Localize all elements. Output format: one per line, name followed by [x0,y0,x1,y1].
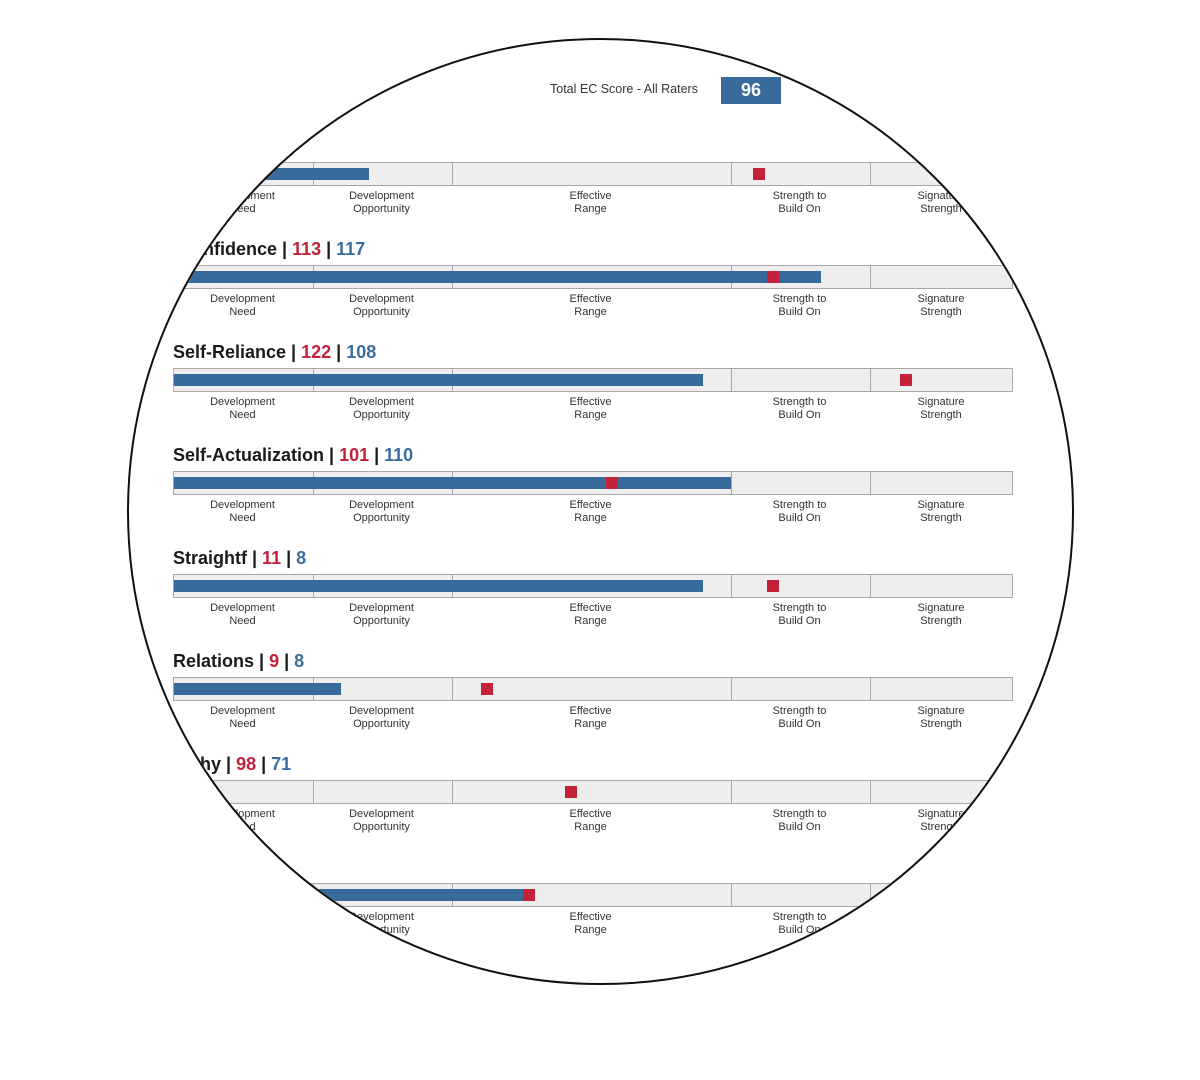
zone-divider [870,266,871,288]
separator: | [336,342,342,362]
zone-label: Development Opportunity [349,705,414,730]
zone-label: Development Need [210,190,275,215]
competency-name: Relations [173,651,255,671]
zone-label: Effective Range [569,705,612,730]
red-score: 95 [173,857,194,877]
competency-name: -Confidence [173,239,278,259]
separator: | [252,548,258,568]
zone-label: Signature Strength [917,808,965,833]
row-title [173,651,304,672]
score-track [173,265,1013,289]
zone-divider [452,678,453,700]
zone-divider [731,472,732,494]
red-score: 122 [301,342,332,362]
zone-label: Development Opportunity [349,808,414,833]
separator: | [374,445,380,465]
zone-label: Strength to Build On [772,911,827,936]
zone-label: Strength to Build On [772,808,827,833]
row-title [173,136,237,157]
separator: | [207,136,213,156]
score-bar [174,683,341,695]
score-bar [174,477,731,489]
zone-label: Development Opportunity [349,396,414,421]
separator: | [284,651,290,671]
zone-label: Signature Strength [917,705,965,730]
blue-score: 95 [208,857,229,877]
red-score: 98 [236,754,257,774]
blue-score: 84 [217,136,238,156]
separator: | [226,754,232,774]
zone-label: Development Opportunity [349,499,414,524]
zone-label: Effective Range [569,602,612,627]
zone-label: Effective Range [569,911,612,936]
blue-score: 110 [384,445,414,465]
zone-label: Strength to Build On [772,499,827,524]
separator: | [326,239,332,259]
row-title [173,239,365,260]
zone-label: Effective Range [569,293,612,318]
competency-name: pathy [173,754,222,774]
zone-label: Strength to Build On [772,705,827,730]
separator: | [291,342,297,362]
separator: | [198,857,204,877]
red-score: 9 [269,651,280,671]
zone-label: Development Need [210,396,275,421]
zone-label: Strength to Build On [772,396,827,421]
blue-score: 71 [271,754,292,774]
blue-score: 117 [336,239,366,259]
score-bar [174,271,821,283]
competency-name: Self-Actualization [173,445,325,465]
row-title [173,754,291,775]
competency-name: Self-Reliance [173,342,287,362]
zone-label: Signature Strength [917,602,965,627]
separator: | [282,239,288,259]
blue-score: 8 [296,548,307,568]
zone-label: Strength to Build On [772,602,827,627]
red-score: 101 [339,445,370,465]
zone-divider [870,678,871,700]
score-bar [174,374,703,386]
magnifier-lens [129,40,1072,983]
zone-divider [870,575,871,597]
score-marker [753,168,765,180]
zone-divider [313,781,314,803]
red-score: 112 [173,136,203,156]
zone-label: Effective Range [569,808,612,833]
score-bar [174,889,529,901]
zone-label: Development Need [210,911,275,936]
zone-divider [731,678,732,700]
zone-divider [731,163,732,185]
zone-label: Effective Range [569,396,612,421]
score-marker [767,271,779,283]
score-track [173,574,1013,598]
zone-divider [731,575,732,597]
score-marker [606,477,618,489]
score-marker [900,374,912,386]
zone-label: Signature Strength [917,911,965,936]
zone-label: Development Need [210,602,275,627]
separator: | [261,754,267,774]
red-score: 11 [262,548,282,568]
zone-divider [731,369,732,391]
zone-label: Development Need [210,499,275,524]
score-report [129,40,1072,983]
zone-label: Development Need [210,293,275,318]
zone-divider [452,781,453,803]
score-track [173,368,1013,392]
zone-label: Signature Strength [917,293,965,318]
zone-label: Development Opportunity [349,911,414,936]
zone-divider [870,369,871,391]
blue-score: 108 [346,342,377,362]
zone-label: Effective Range [569,499,612,524]
zone-divider [452,163,453,185]
score-bar [174,580,703,592]
zone-label: Development Need [210,705,275,730]
blue-score: 8 [294,651,305,671]
separator: | [259,651,265,671]
zone-label: Effective Range [569,190,612,215]
zone-divider [870,472,871,494]
score-track [173,677,1013,701]
separator: | [329,445,335,465]
zone-divider [870,884,871,906]
row-title [173,342,376,363]
zone-divider [870,781,871,803]
zone-label: Development Opportunity [349,190,414,215]
score-track [173,883,1013,907]
zone-label: Signature Strength [917,499,965,524]
row-title [173,548,306,569]
zone-label: Strength to Build On [772,190,827,215]
competency-name: Straightf [173,548,247,568]
row-title [173,857,228,878]
zone-label: Strength to Build On [772,293,827,318]
score-marker [481,683,493,695]
zone-label: Development Need [210,808,275,833]
score-bar [174,168,369,180]
zone-label: Development Opportunity [349,293,414,318]
red-score: 113 [292,239,322,259]
score-marker [565,786,577,798]
separator: | [286,548,292,568]
zone-divider [731,884,732,906]
score-marker [767,580,779,592]
total-score-label: Total EC Score - All Raters [550,82,698,96]
total-score-badge: 96 [721,77,781,104]
zone-label: Signature Strength [917,396,965,421]
score-track [173,471,1013,495]
zone-label: Signature Strength [917,190,965,215]
score-track [173,162,1013,186]
zone-divider [731,781,732,803]
row-title [173,445,413,466]
score-marker [523,889,535,901]
zone-divider [870,163,871,185]
zone-label: Development Opportunity [349,602,414,627]
score-track [173,780,1013,804]
